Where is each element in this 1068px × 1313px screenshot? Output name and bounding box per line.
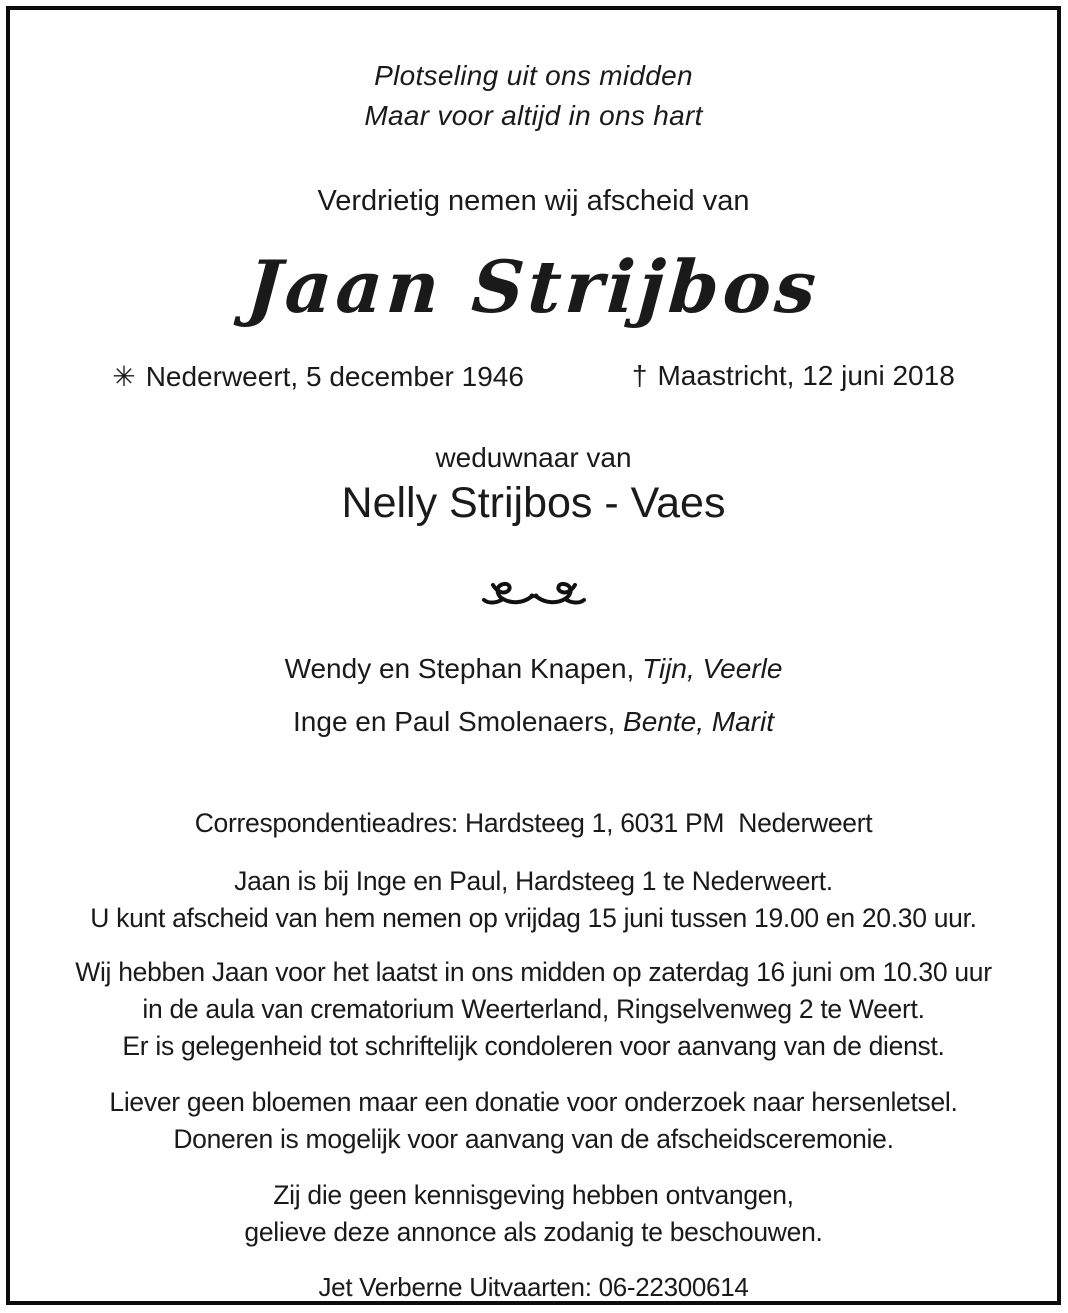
- widower-label: weduwnaar van: [435, 442, 632, 473]
- funeral-home-contact: Jet Verberne Uitvaarten: 06-22300614: [318, 1272, 749, 1302]
- epigraph-line-1: Plotseling uit ons midden: [374, 60, 693, 91]
- death-place-date: Maastricht, 12 juni 2018: [657, 360, 955, 391]
- family-list: [10, 642, 1057, 748]
- spouse-name: Nelly Strijbos - Vaes: [341, 479, 726, 527]
- birth-place-date: Nederweert, 5 december 1946: [145, 361, 524, 392]
- family-names: Inge en Paul Smolenaers,: [293, 706, 616, 737]
- service-line-1: Wij hebben Jaan voor het laatst in ons midden op zaterdag 16 juni om 10.30 uur: [75, 957, 992, 987]
- notice-paragraph: [10, 1177, 1057, 1251]
- death-cross-icon: †: [631, 360, 648, 391]
- family-line: [10, 695, 1057, 748]
- dates-row: [10, 360, 1057, 393]
- donation-line-2: Doneren is mogelijk voor aanvang van de afscheidsceremonie.: [173, 1124, 894, 1154]
- intro-line: Verdrietig nemen wij afscheid van: [317, 185, 750, 217]
- notice-line-1: Zij die geen kennisgeving hebben ontvangen,: [273, 1180, 794, 1210]
- correspondence-address: Correspondentieadres: Hardsteeg 1, 6031 PM Nederweert: [194, 808, 873, 838]
- announcement-card: [6, 6, 1061, 1305]
- donation-line-1: Liever geen bloemen maar een donatie voor onderzoek naar hersenletsel.: [109, 1087, 958, 1117]
- birth-star-icon: ✳: [112, 361, 136, 392]
- service-paragraph: [10, 954, 1057, 1065]
- donation-paragraph: [10, 1084, 1057, 1158]
- epigraph-line-2: Maar voor altijd in ons hart: [364, 100, 703, 131]
- family-children: Tijn, Veerle: [642, 653, 783, 684]
- family-line: [10, 642, 1057, 695]
- family-names: Wendy en Stephan Knapen,: [284, 653, 635, 684]
- visiting-paragraph: [10, 863, 1057, 937]
- epigraph: [10, 56, 1057, 136]
- birth-date: [112, 360, 524, 393]
- notice-line-2: gelieve deze annonce als zodanig te beschouwen.: [244, 1217, 823, 1247]
- service-line-2: in de aula van crematorium Weerterland, Ringselvenweg 2 te Weert.: [142, 994, 925, 1024]
- service-line-3: Er is gelegenheid tot schriftelijk condoleren voor aanvang van de dienst.: [122, 1031, 945, 1061]
- deceased-name: Jaan Strijbos: [244, 244, 823, 329]
- visiting-line-2: U kunt afscheid van hem nemen op vrijdag 15 juni tussen 19.00 en 20.30 uur.: [90, 903, 977, 933]
- family-children: Bente, Marit: [623, 706, 774, 737]
- fleuron-ornament-icon: [10, 575, 1057, 615]
- visiting-line-1: Jaan is bij Inge en Paul, Hardsteeg 1 te Nederweert.: [234, 866, 833, 896]
- death-date: [632, 360, 955, 393]
